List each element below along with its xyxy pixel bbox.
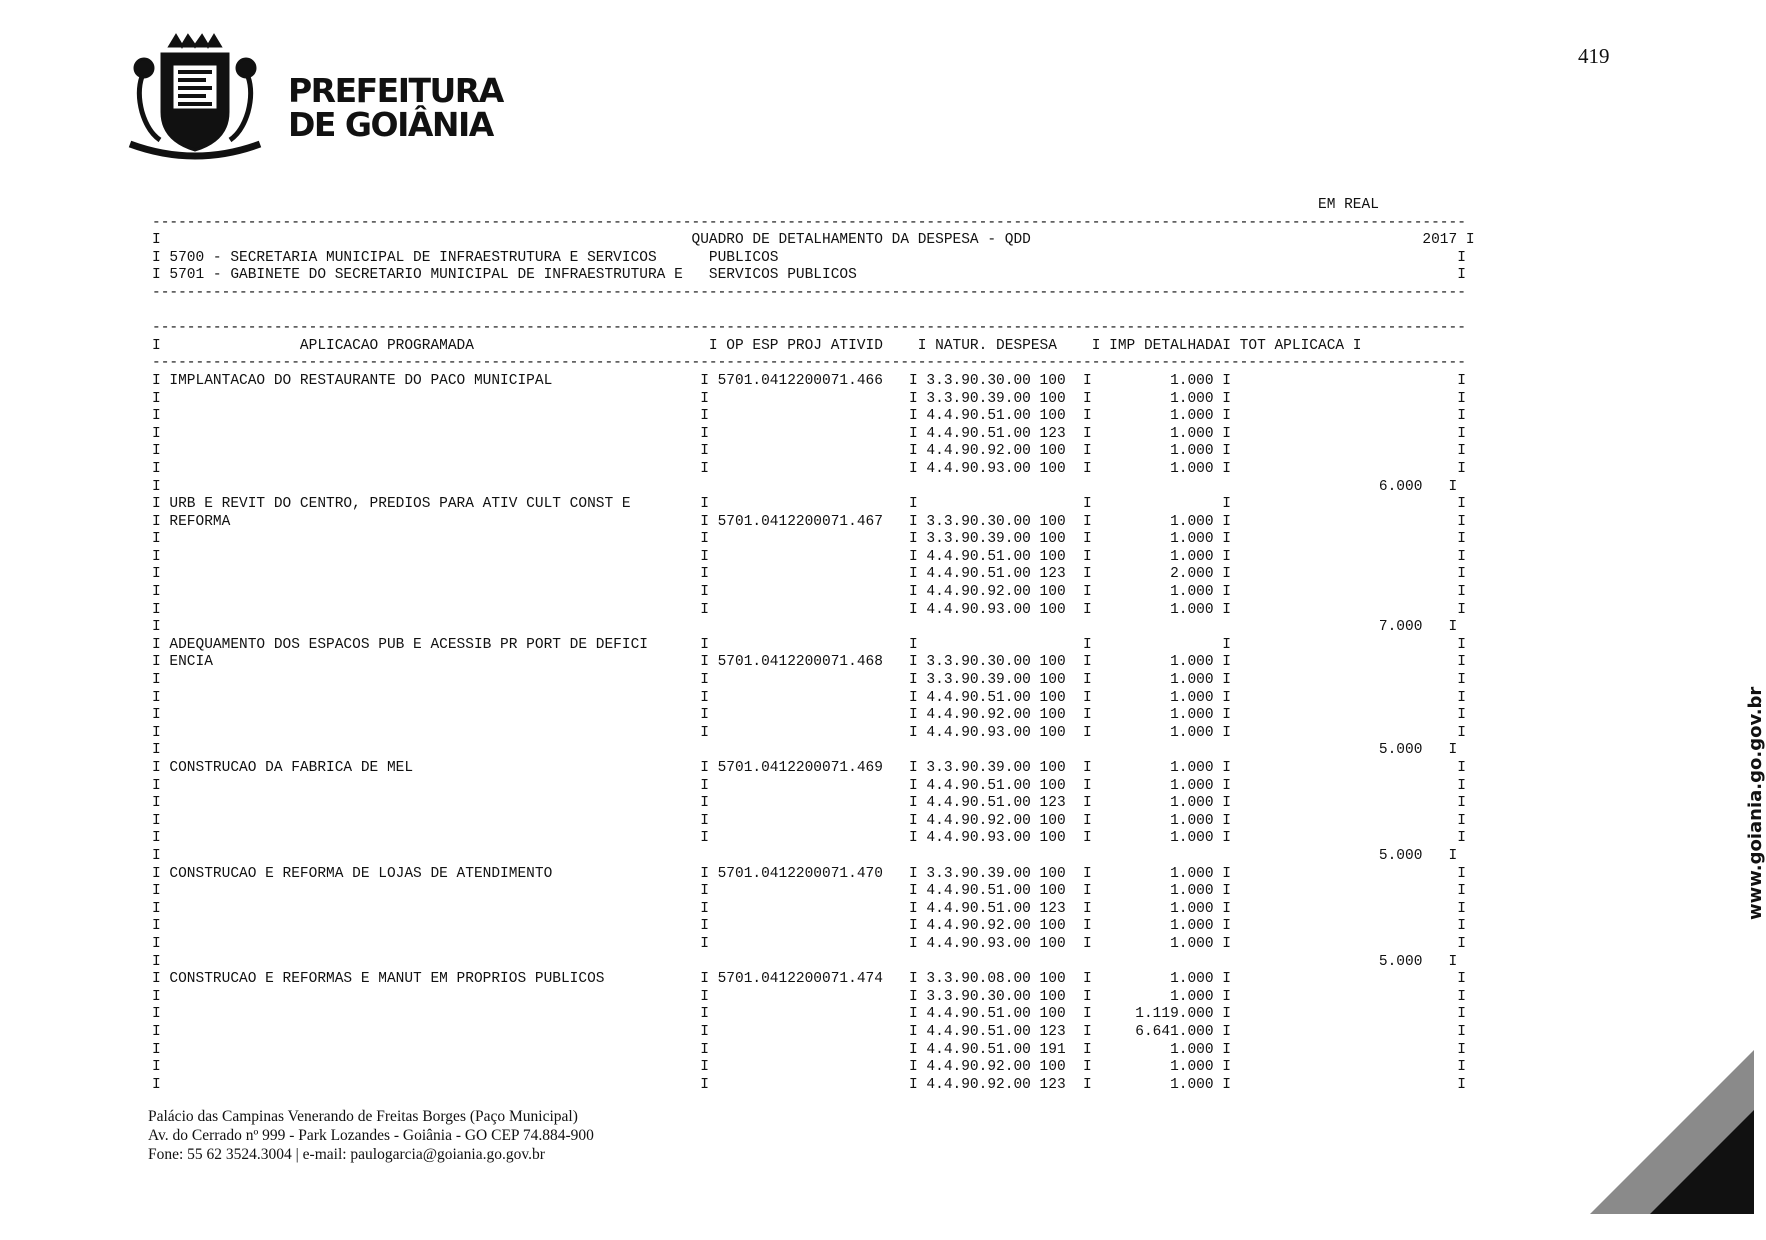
table-row: I I I 4.4.90.92.00 100 I 1.000 I I (152, 707, 1466, 724)
table-row: I I I 4.4.90.92.00 100 I 1.000 I I (152, 443, 1466, 460)
table-row: I I I 4.4.90.93.00 100 I 1.000 I I (152, 935, 1466, 952)
table-row: I CONSTRUCAO E REFORMA DE LOJAS DE ATENDIMENTO I 5701.0412200071.470 I 3.3.90.39.00 100 I 1.000 I I (152, 865, 1466, 882)
footer-line-1: Palácio das Campinas Venerando de Freitas Borges (Paço Municipal) (148, 1108, 578, 1125)
corner-triangle-decoration (1590, 1050, 1754, 1214)
qdd-report-table (152, 197, 1475, 1094)
group-total-row: I 6.000 I (152, 478, 1458, 495)
table-row: I I I 4.4.90.51.00 100 I 1.000 I I (152, 689, 1466, 706)
group-total-row: I 5.000 I (152, 742, 1458, 759)
rule: ------------------------------------------------------------------------------------------------------------------------------------------------------- (152, 214, 1466, 231)
table-row: I CONSTRUCAO DA FABRICA DE MEL I 5701.0412200071.469 I 3.3.90.39.00 100 I 1.000 I I (152, 760, 1466, 776)
prefeitura-logo (120, 32, 503, 162)
table-row: I I I 4.4.90.51.00 191 I 1.000 I I (152, 1041, 1466, 1058)
footer-line-2: Av. do Cerrado nº 999 - Park Lozandes - Goiânia - GO CEP 74.884-900 (148, 1127, 594, 1144)
table-row: I CONSTRUCAO E REFORMAS E MANUT EM PROPRIOS PUBLICOS I 5701.0412200071.474 I 3.3.90.08.00 100 I 1.000 I I (152, 971, 1466, 988)
group-total-row: I 7.000 I (152, 619, 1458, 636)
table-row: I I I 4.4.90.51.00 100 I 1.000 I I (152, 777, 1466, 794)
org-line: I 5701 - GABINETE DO SECRETARIO MUNICIPAL DE INFRAESTRUTURA E SERVICOS PUBLICOS I (152, 267, 1466, 284)
table-row: I I I 4.4.90.92.00 100 I 1.000 I I (152, 1059, 1466, 1076)
page-number: 419 (1578, 44, 1610, 68)
logo-line2: DE GOIÂNIA (288, 105, 493, 144)
table-row: I I I 4.4.90.93.00 100 I 1.000 I I (152, 724, 1466, 741)
table-row: I IMPLANTACAO DO RESTAURANTE DO PACO MUNICIPAL I 5701.0412200071.466 I 3.3.90.30.00 100 I 1.000 I I (152, 372, 1466, 389)
rule: ------------------------------------------------------------------------------------------------------------------------------------------------------- (152, 284, 1466, 301)
logo-line1: PREFEITURA (288, 71, 503, 110)
footer-address (148, 1107, 594, 1164)
table-row: I I I 4.4.90.92.00 123 I 1.000 I I (152, 1076, 1466, 1093)
table-row: I I I 4.4.90.51.00 123 I 1.000 I I (152, 795, 1466, 812)
table-row: I I I 4.4.90.51.00 123 I 1.000 I I (152, 425, 1466, 442)
table-row: I I I 3.3.90.30.00 100 I 1.000 I I (152, 988, 1466, 1005)
column-header-row: I APLICACAO PROGRAMADA I OP ESP PROJ ATIVID I NATUR. DESPESA I IMP DETALHADAI TOT APLICACA I (152, 337, 1362, 354)
description-row: I URB E REVIT DO CENTRO, PREDIOS PARA ATIV CULT CONST E I I I I I (152, 496, 1466, 513)
table-row: I I I 4.4.90.92.00 100 I 1.000 I I (152, 812, 1466, 829)
table-row: I ENCIA I 5701.0412200071.468 I 3.3.90.30.00 100 I 1.000 I I (152, 654, 1466, 671)
coat-of-arms-icon (120, 32, 270, 160)
rule: ------------------------------------------------------------------------------------------------------------------------------------------------------- (152, 355, 1466, 372)
table-row: I I I 4.4.90.93.00 100 I 1.000 I I (152, 601, 1466, 618)
table-row: I I I 4.4.90.93.00 100 I 1.000 I I (152, 830, 1466, 847)
description-row: I ADEQUAMENTO DOS ESPACOS PUB E ACESSIB PR PORT DE DEFICI I I I I I (152, 636, 1466, 653)
table-row: I I I 4.4.90.51.00 100 I 1.000 I I (152, 408, 1466, 425)
report-title-line: I QUADRO DE DETALHAMENTO DA DESPESA - QDD 2017 I (152, 232, 1475, 249)
table-row: I I I 3.3.90.39.00 100 I 1.000 I I (152, 672, 1466, 689)
table-row: I I I 4.4.90.51.00 100 I 1.000 I I (152, 883, 1466, 900)
logo-wordmark (288, 71, 503, 144)
table-row: I I I 4.4.90.51.00 100 I 1.000 I I (152, 548, 1466, 565)
org-line: I 5700 - SECRETARIA MUNICIPAL DE INFRAESTRUTURA E SERVICOS PUBLICOS I (152, 249, 1466, 266)
table-row: I I I 3.3.90.39.00 100 I 1.000 I I (152, 531, 1466, 548)
table-row: I REFORMA I 5701.0412200071.467 I 3.3.90.30.00 100 I 1.000 I I (152, 513, 1466, 530)
unit-label: EM REAL (1317, 197, 1379, 213)
footer-line-3: Fone: 55 62 3524.3004 | e-mail: paulogarcia@goiania.go.gov.br (148, 1146, 545, 1163)
rule: ------------------------------------------------------------------------------------------------------------------------------------------------------- (152, 320, 1466, 337)
table-row: I I I 4.4.90.51.00 100 I 1.119.000 I I (152, 1006, 1466, 1023)
table-row: I I I 4.4.90.51.00 123 I 2.000 I I (152, 566, 1466, 583)
group-total-row: I 5.000 I (152, 847, 1458, 864)
group-total-row: I 5.000 I (152, 953, 1458, 970)
table-row: I I I 3.3.90.39.00 100 I 1.000 I I (152, 390, 1466, 407)
table-row: I I I 4.4.90.92.00 100 I 1.000 I I (152, 584, 1466, 601)
table-row: I I I 4.4.90.51.00 123 I 1.000 I I (152, 900, 1466, 917)
table-row: I I I 4.4.90.92.00 100 I 1.000 I I (152, 918, 1466, 935)
table-row: I I I 4.4.90.51.00 123 I 6.641.000 I I (152, 1023, 1466, 1040)
table-row: I I I 4.4.90.93.00 100 I 1.000 I I (152, 460, 1466, 477)
site-url: www.goiania.go.gov.br (1745, 686, 1766, 920)
